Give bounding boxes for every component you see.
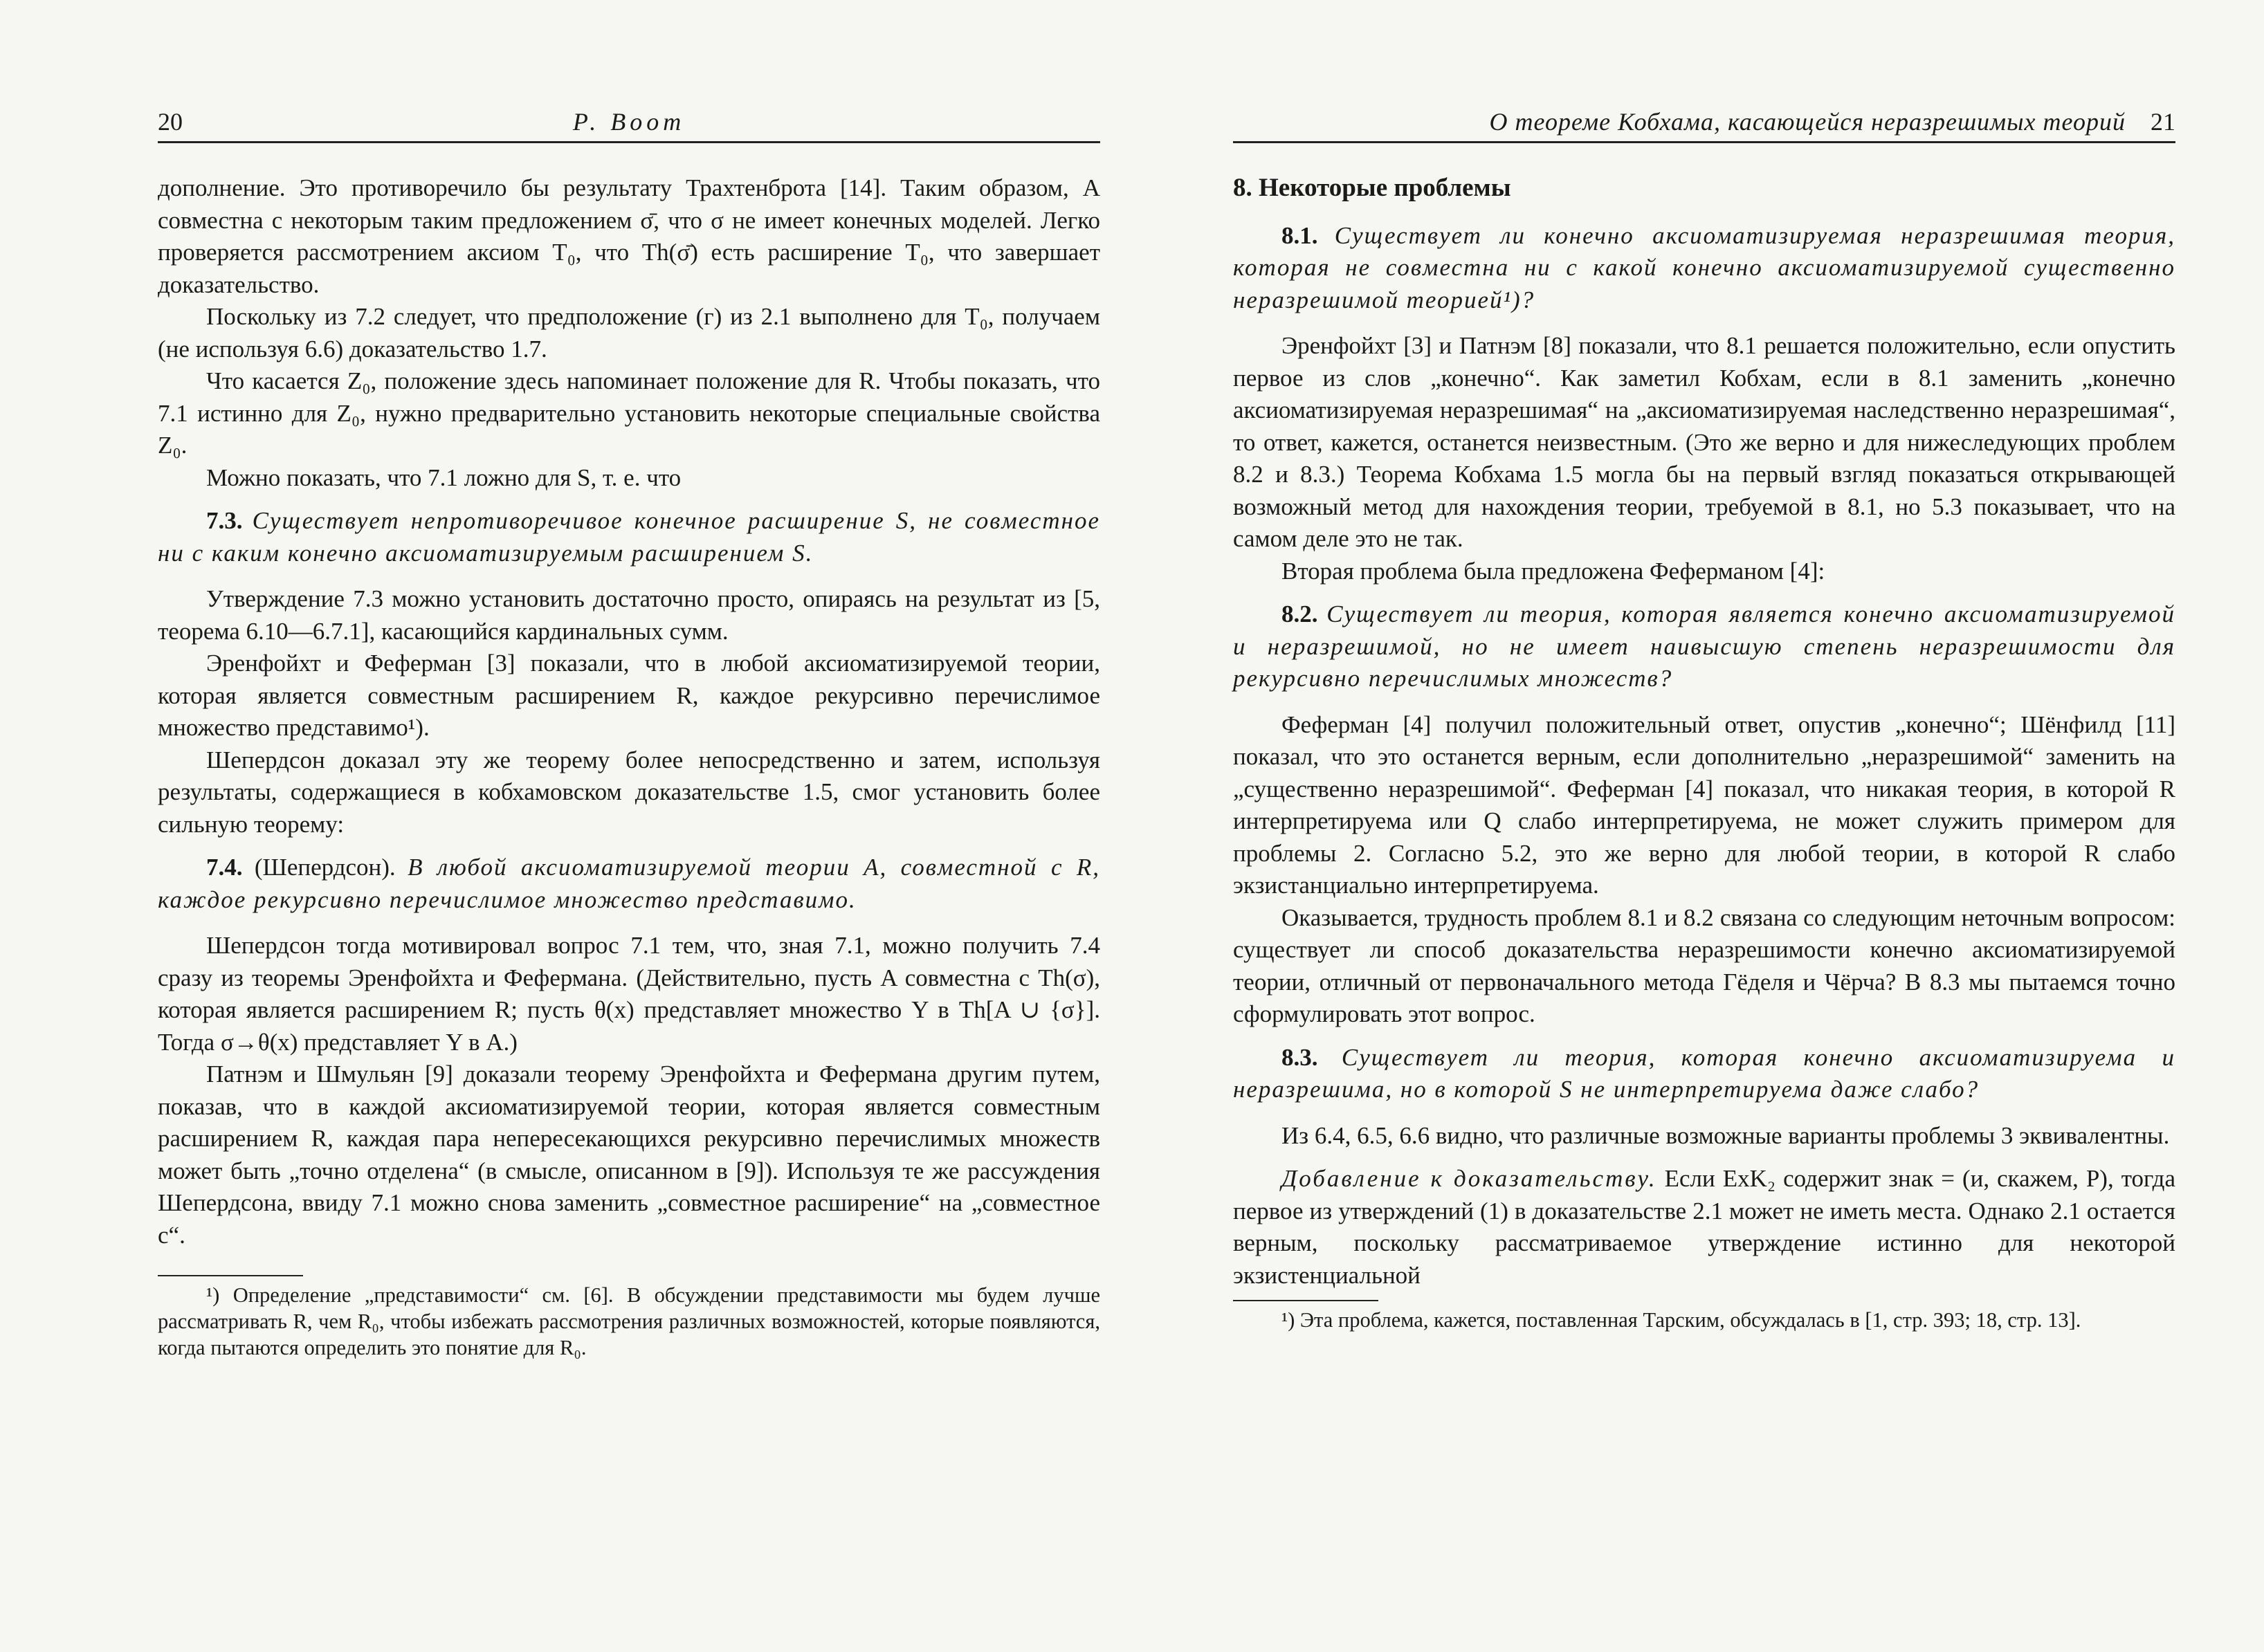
paragraph: Поскольку из 7.2 следует, что предположение (г) из 2.1 выполнено для T₀, получаем (не используя 6.6) доказательство 1.7. [158,303,1100,362]
theorem-label: 7.4. [206,854,243,881]
problem-statement: Существует ли теория, которая конечно аксиоматизируема и неразрешима, но в которой S не интерпретируема даже слабо? [1233,1043,2176,1103]
footnote: ¹) Определение „представимости“ см. [6]. В обсуждении представимости мы будем лучше рассматривать R, чем R₀, чтобы избежать рассмотрения различных возможностей, которые появляются, когда пытаются определить это понятие для R₀. [158,1283,1100,1359]
right-page-header [1233,102,2175,143]
problem-label: 8.3. [1281,1043,1318,1071]
problem-statement: Существует ли конечно аксиоматизируемая неразрешимая теория, которая не совместна ни с какой конечно аксиоматизируемой существенно неразрешимой теорией¹)? [1233,221,2176,313]
paragraph: Эренфойхт [3] и Патнэм [8] показали, что 8.1 решается положительно, если опустить первое из слов „конечно“. Как заметил Кобхам, если в 8.1 заменить „конечно аксиоматизируемая неразрешимая“ на „аксиоматизируемая наследственно неразрешимая“, то ответ, кажется, останется неизвестным. (Это же верно и для нижеследующих проблем 8.2 и 8.3.) Теорема Кобхама 1.5 могла бы на первый взгляд показаться открывающей возможный метод для нахождения теории, требуемой в 8.1, но 5.3 показывает, что на самом деле это не так. [1233,332,2175,552]
paragraph: Вторая проблема была предложена Феферманом [4]: [1281,557,1825,585]
left-page [158,102,1100,1361]
right-page-body [1233,172,2175,1333]
problem-label: 8.1. [1281,221,1318,249]
theorem-attribution: (Шепердсон). [254,854,396,881]
paragraph: Можно показать, что 7.1 ложно для S, т. е. что [206,464,682,491]
problem-label: 8.2. [1281,600,1318,627]
problem-statement: Существует ли теория, которая является конечно аксиоматизируемой и неразрешимой, но не имеет наивысшую степень неразрешимости для рекурсивно перечислимых множеств? [1233,600,2176,692]
paragraph: Шепердсон доказал эту же теорему более непосредственно и затем, используя результаты, содержащиеся в кобхамовском доказательстве 1.5, смог установить более сильную теорему: [158,746,1100,838]
theorem-label: 7.3. [206,507,243,534]
left-running-title: Р. Воот [572,108,686,136]
paragraph: Шепердсон тогда мотивировал вопрос 7.1 тем, что, зная 7.1, можно получить 7.4 сразу из теоремы Эренфойхта и Фефермана. (Действительно, пусть A совместна с Th(σ), которая является расширением R; пусть θ(x) представляет множество Y в Th[A ∪ {σ}]. Тогда σ→θ(x) представляет Y в A.) [158,932,1100,1056]
problem-8-3 [1233,1042,2175,1106]
theorem-7-4 [158,852,1100,916]
left-page-body [158,172,1100,1361]
footnote-divider [158,1275,303,1276]
addendum-text: Если ExK₂ содержит знак = (и, скажем, P), тогда первое из утверждений (1) в доказательстве 2.1 может не иметь места. Однако 2.1 остается верным, поскольку рассматриваемое утверждение истинно для некоторой экзистенциальной [1233,1165,2175,1289]
footnote-divider [1233,1300,1378,1301]
theorem-statement: Существует непротиворечивое конечное расширение S, не совместное ни с каким конечно аксиоматизируемым расширением S. [158,507,1101,567]
paragraph: Из 6.4, 6.5, 6.6 видно, что различные возможные варианты проблемы 3 эквивалентны. [1281,1121,2170,1149]
right-running-title: О теореме Кобхама, касающейся неразрешимых теорий [1489,108,2126,136]
paragraph: Феферман [4] получил положительный ответ, опустив „конечно“; Шёнфилд [11] показал, что это останется верным, если дополнительно „неразрешимой“ заменить на „существенно неразрешимой“. Феферман [4] показал, что никакая теория, в которой R интерпретируема или Q слабо интерпретируема, не может служить примером для проблемы 2. Согласно 5.2, это же верно для любой теории, в которой R слабо экзистанциально интерпретируема. [1233,710,2175,899]
left-page-header [158,102,1100,143]
paragraph: Эренфойхт и Феферман [3] показали, что в любой аксиоматизируемой теории, которая является совместным расширением R, каждое рекурсивно перечислимое множество представимо¹). [158,650,1100,741]
paragraph: Что касается Z₀, положение здесь напоминает положение для R. Чтобы показать, что 7.1 истинно для Z₀, нужно предварительно установить некоторые специальные свойства Z₀. [158,367,1100,459]
right-page [1233,102,2175,1333]
problem-8-2 [1233,598,2175,695]
problem-8-1 [1233,220,2175,317]
section-heading: 8. Некоторые проблемы [1233,174,1511,202]
footnote: ¹) Эта проблема, кажется, поставленная Тарским, обсуждалась в [1, стр. 393; 18, стр. 13]. [1281,1308,2081,1332]
paragraph: дополнение. Это противоречило бы результату Трахтенброта [14]. Таким образом, A совместна с некоторым таким предложением σ̄, что σ не имеет конечных моделей. Легко проверяется рассмотрением аксиом T₀, что Th(σ̄) есть расширение T₀, что завершает доказательство. [158,174,1100,298]
left-page-number: 20 [158,108,183,136]
paragraph: Патнэм и Шмульян [9] доказали теорему Эренфойхта и Фефермана другим путем, показав, что в каждой аксиоматизируемой теории, которая является совместным расширением R, каждая пара непересекающихся рекурсивно перечислимых множеств может быть „точно отделена“ (в смысле, описанном в [9]). Используя те же рассуждения Шепердсона, ввиду 7.1 можно снова заменить „совместное расширение“ на „совместное с“. [158,1061,1100,1249]
theorem-statement: В любой аксиоматизируемой теории A, совместной с R, каждое рекурсивно перечислимое множество представимо. [158,854,1101,913]
paragraph: Оказывается, трудность проблем 8.1 и 8.2 связана со следующим неточным вопросом: существует ли способ доказательства неразрешимости конечно аксиоматизируемой теории, отличный от первоначального метода Гёделя и Чёрча? В 8.3 мы пытаемся точно сформулировать этот вопрос. [1233,903,2175,1027]
addendum [1233,1163,2175,1292]
right-page-number: 21 [2151,108,2175,136]
theorem-7-3 [158,505,1100,569]
addendum-label: Добавление к доказательству. [1281,1165,1657,1192]
paragraph: Утверждение 7.3 можно установить достаточно просто, опираясь на результат из [5, теорема 6.10—6.7.1], касающийся кардинальных сумм. [158,585,1100,645]
